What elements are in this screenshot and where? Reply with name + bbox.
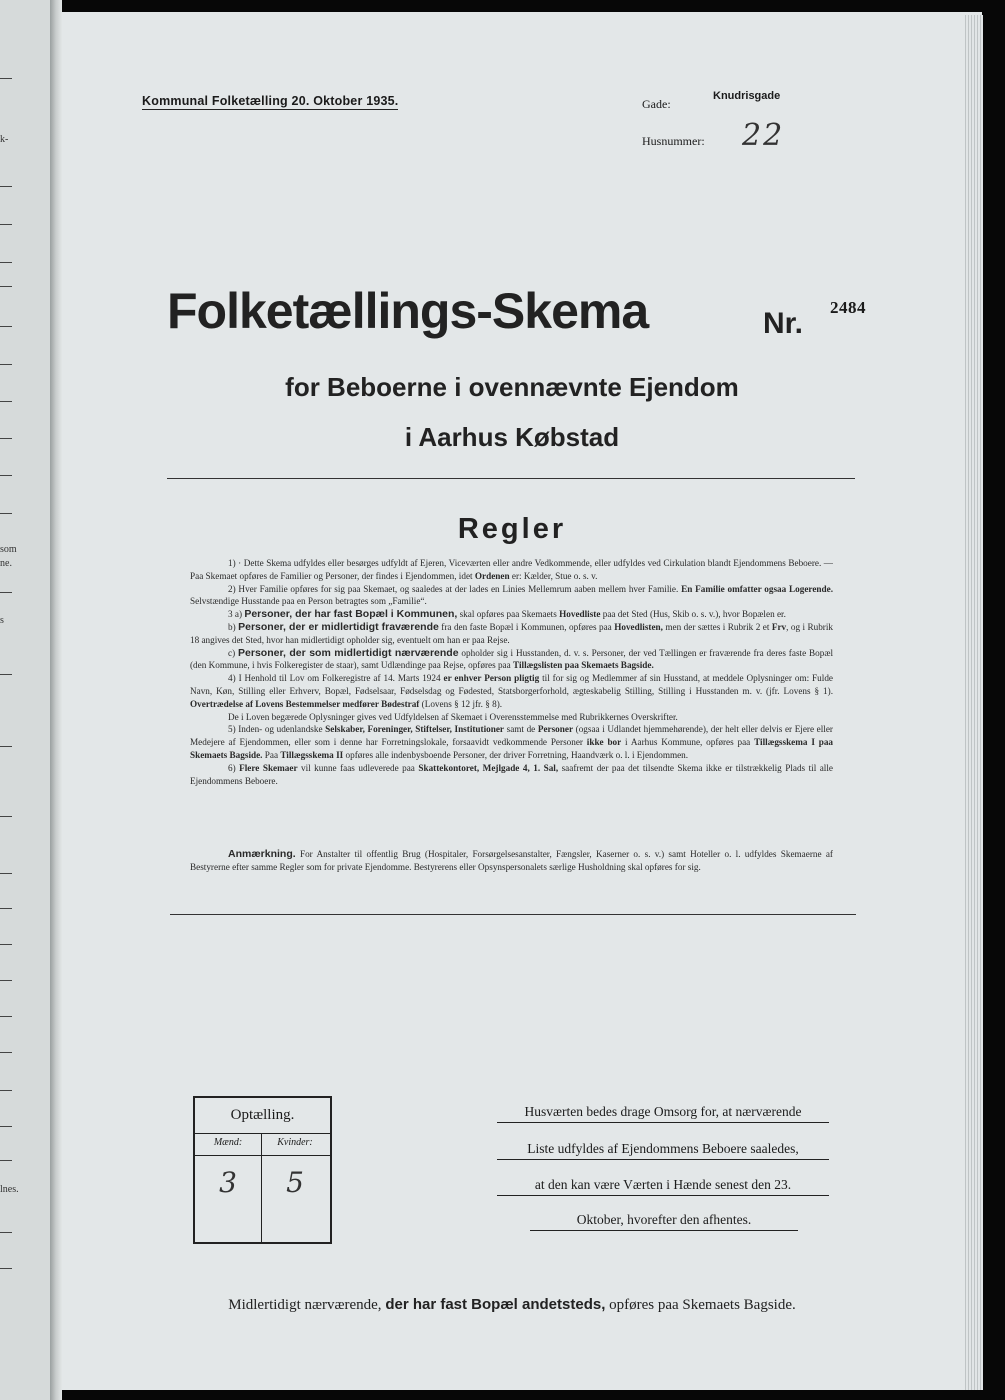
ruled-line <box>0 78 12 79</box>
left-page-fragment <box>0 0 50 1400</box>
rule-3a <box>190 608 833 621</box>
number-label: Nr. <box>763 307 804 340</box>
rule-text: fra den faste Bopæl i Kommunen, opføres paa <box>438 621 615 632</box>
ruled-line <box>0 1016 12 1017</box>
rule-emphasis: Tillægsskema I paa Skemaets Bagside. <box>190 737 834 760</box>
rule-emphasis: Selskaber, Foreninger, Stiftelser, Institutioner <box>325 724 505 735</box>
ruled-line <box>0 592 12 593</box>
anmaerkning-note <box>190 848 833 874</box>
rule-4 <box>190 672 833 710</box>
ruled-line <box>0 873 12 874</box>
rule-text: men der sættes i Rubrik 2 et <box>662 621 772 632</box>
rule-text: 4) I Henhold til Lov om Folkeregistre af 14. Marts 1924 <box>228 673 444 684</box>
rule-emphasis: Flere Skemaer <box>239 762 298 773</box>
ruled-line <box>0 1160 12 1161</box>
landlord-notice-line: Husværten bedes drage Omsorg for, at nærværende <box>497 1104 829 1123</box>
ruled-line <box>0 475 12 476</box>
men-count-handwritten: 3 <box>219 1166 237 1199</box>
rule-text: 2) Hver Familie opføres for sig paa Skemaet, og saaledes at der lades en Linies Mellemrum aaben mellem hver Familie. <box>228 583 682 594</box>
rule-text: er: Kælder, Stue o. s. v. <box>509 570 598 581</box>
ruled-line <box>0 364 12 365</box>
rule-text: skal opføres paa Skemaets <box>457 609 560 620</box>
ruled-line <box>0 1090 12 1091</box>
rule-emphasis: Hovedliste <box>559 609 601 620</box>
rule-text: (Lovens § 12 jfr. § 8). <box>419 698 503 709</box>
ruled-line <box>0 746 12 747</box>
men-label: Mænd: <box>213 1137 243 1148</box>
form-number-stamp: 2484 <box>830 298 866 317</box>
ruled-line <box>0 1232 12 1233</box>
house-number-handwritten: 22 <box>742 118 785 153</box>
footer-text: Midlertidigt nærværende, <box>228 1297 386 1313</box>
rule-emphasis: ikke bor <box>586 737 622 748</box>
note-text: For Anstalter til offentlig Brug (Hospitaler, Forsørgelsesanstalter, Fængsler, Kaserner o. s. v.) samt Hoteller o. l. udfyldes Skemaerne af Bestyrerne efter samme Regler som for private Ejendomme. Bestyrerens eller Opsynspersonalets særlige Husholdning skal opføres for sig. <box>190 849 833 872</box>
rule-4-note <box>190 711 833 724</box>
ruled-line <box>0 286 12 287</box>
rule-emphasis: Personer, der som midlertidigt nærværende <box>238 646 459 659</box>
rule-5 <box>190 723 833 761</box>
rule-emphasis: Tillægsskema II <box>280 749 344 760</box>
rule-emphasis: Personer, der har fast Bopæl i Kommunen, <box>244 608 458 621</box>
rule-emphasis: Personer, der er midlertidigt fraværende <box>238 620 439 633</box>
rule-text: til for sig og Medlemmer af sin Husstand, at meddele Oplysninger om: Fulde Navn, Køn, Stilling eller Erhverv, Bopæl, Fødselsaar, Fødselsdag og Fødested, Statsborgerforhold, ægteskabelig Stilling, Stilling i Husstanden m. v. (jfr. Lovens § 1). <box>190 673 833 696</box>
count-box-title: Optælling. <box>195 1098 330 1134</box>
left-page-text: ne. <box>0 558 12 569</box>
rule-3b <box>190 621 833 647</box>
rule-text: opføres alle indenbysboende Personer, der driver Forretning, Haandværk o. l. i Ejendommen. <box>343 749 689 760</box>
census-date-header: Kommunal Folketælling 20. Oktober 1935. <box>142 94 399 108</box>
rule-text: 6) <box>228 762 240 773</box>
house-number-label: Husnummer: <box>642 134 705 148</box>
divider <box>170 914 856 915</box>
street-value: Knudrisgade <box>713 90 781 102</box>
form-subtitle-city: i Aarhus Købstad <box>404 422 620 452</box>
left-page-text: k- <box>0 134 9 145</box>
women-count-handwritten: 5 <box>286 1166 304 1199</box>
rule-1 <box>190 557 833 583</box>
rule-6 <box>190 762 833 788</box>
ruled-line <box>0 980 12 981</box>
rules-heading: Regler <box>457 513 567 545</box>
ruled-line <box>0 816 12 817</box>
rule-text: 3 a) <box>228 609 245 620</box>
rule-text: 1) · Dette Skema udfyldes eller besørges udfyldt af Ejeren, Viceværten eller andre Vedkommende, eller udfyldes ved Cirkulation blandt Ejendommens Beboere. — Paa Skemaet opføres de Familier og Personer, der findes i Ejendommen, idet <box>190 558 833 581</box>
rule-emphasis: Personer <box>537 724 574 735</box>
rule-text: Paa <box>262 749 281 760</box>
ruled-line <box>0 262 12 263</box>
rule-text: b) <box>228 621 239 632</box>
rule-text: Selvstændige Husstande paa en Person betragtes som „Familie“. <box>190 596 427 607</box>
landlord-notice-line: at den kan være Værten i Hænde senest den 23. <box>497 1177 829 1196</box>
left-page-text: lnes. <box>0 1184 19 1195</box>
footer-emphasis: der har fast Bopæl andetsteds, <box>385 1296 606 1313</box>
ruled-line <box>0 326 12 327</box>
form-title: Folketællings-Skema <box>167 283 649 339</box>
ruled-line <box>0 186 12 187</box>
rule-text: c) <box>228 647 239 658</box>
ruled-line <box>0 674 12 675</box>
rule-text: i Aarhus Kommune, opføres paa <box>621 737 755 748</box>
rule-emphasis: Tillægslisten paa Skemaets Bagside. <box>513 660 654 671</box>
rule-emphasis: er enhver Person pligtig <box>443 673 540 684</box>
ruled-line <box>0 944 12 945</box>
ruled-line <box>0 224 12 225</box>
left-page-text: s <box>0 615 4 626</box>
ruled-line <box>0 1126 12 1127</box>
rule-text: saafremt der paa det tilsendte Skema ikke er tilstrækkelig Plads til alle Ejendommens Beboere. <box>190 762 833 786</box>
street-label: Gade: <box>642 97 671 111</box>
rule-text: (ogsaa i Udlandet hjemmehørende), der helt eller delvis er Ejere eller Medejere af Ejendommen, eller som i denne har Forretningslokale, forsaavidt vedkommende Personer <box>190 724 833 748</box>
note-label: Anmærkning. <box>228 848 296 860</box>
rule-2 <box>190 583 833 609</box>
rule-3c <box>190 647 833 673</box>
ruled-line <box>0 1052 12 1053</box>
rule-text: vil kunne faas udleverede paa <box>297 762 419 773</box>
rule-emphasis: Frv <box>771 621 787 632</box>
form-subtitle: for Beboerne i ovennævnte Ejendom <box>285 372 739 402</box>
women-label: Kvinder: <box>277 1137 313 1148</box>
rule-text: De i Loven begærede Oplysninger gives ved Udfyldelsen af Skemaet i Overensstemmelse med Rubrikkernes Overskrifter. <box>228 711 678 722</box>
landlord-notice-line: Oktober, hvorefter den afhentes. <box>530 1212 798 1231</box>
rule-text: samt de <box>504 724 538 735</box>
rule-emphasis: Overtrædelse af Lovens Bestemmelser medfører Bødestraf <box>190 698 420 709</box>
page-edge-stack <box>965 15 983 1390</box>
landlord-notice-line: Liste udfyldes af Ejendommens Beboere saaledes, <box>497 1141 829 1160</box>
book-spine <box>50 0 62 1400</box>
ruled-line <box>0 1268 12 1269</box>
rules-text <box>190 557 833 787</box>
ruled-line <box>0 908 12 909</box>
rule-emphasis: En Familie omfatter ogsaa Logerende. <box>681 583 833 594</box>
rule-text: opholder sig i Husstanden, d. v. s. Personer, der ved Tællingen er fraværende fra deres faste Bopæl (den Kommune, i hvis Folkeregister de staar), samt Udlændinge paa Rejse, opføres paa <box>190 647 834 671</box>
footer-note <box>0 1296 1005 1314</box>
left-page-text: som <box>0 544 17 555</box>
rule-emphasis: Skattekontoret, Mejlgade 4, 1. Sal, <box>418 762 559 773</box>
divider <box>167 478 855 479</box>
rule-text: , og i Rubrik 18 angives det Sted, hvor han midlertidigt opholder sig, eventuelt om han er paa Rejse. <box>190 621 834 645</box>
rule-emphasis: Hovedlisten, <box>614 621 663 632</box>
footer-text: opføres paa Skemaets Bagside. <box>605 1297 796 1313</box>
rule-text: 5) Inden- og udenlandske <box>228 724 326 735</box>
rule-emphasis: Ordenen <box>474 570 510 581</box>
rule-text: paa det Sted (Hus, Skib o. s. v.), hvor Bopælen er. <box>600 609 786 620</box>
count-box <box>193 1096 332 1244</box>
